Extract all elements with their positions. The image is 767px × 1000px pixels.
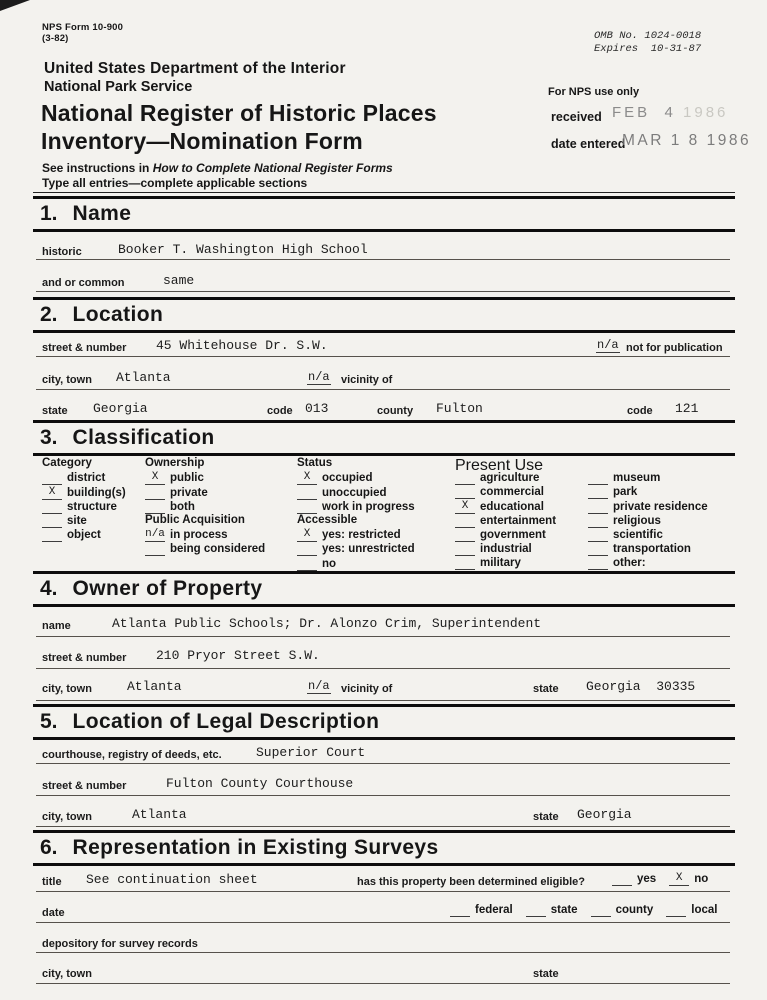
checkbox-mark [42,514,62,528]
checkbox-mark: X [297,471,317,485]
intro-divider [33,192,735,193]
legal-city-label: city, town [42,811,92,823]
checkbox-mark [145,500,165,514]
checkbox-label: being considered [170,543,266,556]
checkbox-label: no [322,557,337,570]
checkbox-being-considered [145,542,265,556]
checkbox-label: other: [613,557,646,570]
status-column [297,457,415,571]
checkbox-mark [455,514,475,528]
status-header: Status [297,457,333,469]
owner-vicinity-na: n/a [308,679,330,693]
checkbox-label: park [613,486,638,499]
checkbox-other [588,556,708,570]
local-blank-line [666,903,686,917]
checkbox-occupied [297,471,415,485]
section-1-number: 1. [40,202,58,225]
legal-city-value: Atlanta [132,807,187,822]
checkbox-mark [42,500,62,514]
checkbox-mark [145,542,165,556]
field-rule [36,291,730,292]
instructions-line2: Type all entries—complete applicable sections [42,176,308,190]
form-title-line1: National Register of Historic Places [41,100,437,126]
checkbox-mark [455,528,475,542]
checkbox-in-process [145,528,265,542]
present-use-column-2 [588,471,708,570]
checkbox-educational [455,499,556,513]
section-2-heading [33,297,735,333]
section-4-number: 4. [40,577,58,600]
checkbox-transportation [588,542,708,556]
courthouse-label: courthouse, registry of deeds, etc. [42,749,222,761]
checkbox-mark [297,557,317,571]
legal-street-label: street & number [42,780,127,792]
checkbox-entertainment [455,514,556,528]
omb-number: OMB No. 1024-0018 [594,30,702,42]
owner-street-value: 210 Pryor Street S.W. [156,648,320,663]
checkbox-label: private [170,486,208,499]
common-name-value: same [163,273,195,288]
received-label: received [551,110,602,124]
checkbox-mark [455,542,475,556]
checkbox-mark [455,485,475,499]
checkbox-label: occupied [322,472,373,485]
checkbox-mark [588,500,608,514]
ownership-column [145,457,265,556]
form-id-block [42,22,123,44]
checkbox-label: unoccupied [322,486,387,499]
checkbox-mark: X [145,471,165,485]
checkbox-label: scientific [613,528,663,541]
present-use-header: Present Use [455,457,544,474]
checkbox-label: object [67,529,101,542]
state-label: state [42,405,68,417]
checkbox-mark [42,471,62,485]
checkbox-label: in process [170,529,228,542]
present-use-column-1 [455,471,556,570]
checkbox-label: entertainment [480,514,557,527]
checkbox-park [588,485,708,499]
checkbox-yes-restricted [297,528,415,542]
not-for-publication-na: n/a [597,338,619,352]
survey-date-label: date [42,907,65,919]
owner-name-label: name [42,620,71,632]
checkbox-mark: X [42,486,62,500]
street-number-label: street & number [42,342,127,354]
section-6-title: Representation in Existing Surveys [72,836,439,859]
eligible-answer-group [612,872,708,886]
checkbox-museum [588,471,708,485]
checkbox-label: yes: unrestricted [322,543,415,556]
survey-title-value: See continuation sheet [86,872,258,887]
public-acquisition-header: Public Acquisition [145,513,245,526]
checkbox-mark [588,514,608,528]
field-rule [36,700,730,701]
checkbox-structure [42,500,126,514]
street-number-value: 45 Whitehouse Dr. S.W. [156,338,328,353]
accessible-header: Accessible [297,513,358,526]
section-4-title: Owner of Property [72,577,263,600]
field-rule [36,389,730,390]
scan-corner-artifact [0,0,30,11]
agency-title: National Park Service [44,79,193,95]
survey-city-label: city, town [42,968,92,980]
state-code-value: 013 [305,401,329,416]
owner-vicinity-label: vicinity of [341,683,393,695]
checkbox-mark: n/a [145,528,165,541]
category-column [42,457,126,542]
state-level-label: state [550,904,578,916]
checkbox-label: work in progress [322,500,415,513]
checkbox-label: government [480,528,546,541]
field-rule [36,668,730,669]
state-value: Georgia [93,401,148,416]
section-6-number: 6. [40,836,58,859]
checkbox-both [145,500,265,514]
form-title-line2: Inventory—Nomination Form [41,128,363,154]
instructions-manual-title: How to Complete National Register Forms [152,161,393,175]
vicinity-na: n/a [308,370,330,384]
survey-title-label: title [42,876,62,888]
section-4-heading [33,571,735,607]
checkbox-mark [145,486,165,500]
checkbox-work-in-progress [297,500,415,514]
section-6-heading [33,830,735,866]
field-rule [36,891,730,892]
owner-state-label: state [533,683,559,695]
form-revision: (3-82) [42,33,69,44]
legal-state-label: state [533,811,559,823]
date-entered-stamp: MAR 1 8 1986 [622,132,752,149]
depository-label: depository for survey records [42,938,198,950]
field-rule [36,763,730,764]
checkbox-label: yes: restricted [322,529,401,542]
checkbox-label: commercial [480,486,544,499]
city-town-value: Atlanta [116,370,171,385]
section-2-number: 2. [40,303,58,326]
date-entered-label: date entered [551,137,626,151]
checkbox-commercial [455,485,556,499]
checkbox-mark [455,471,475,485]
section-2-title: Location [72,303,164,326]
checkbox-mark [297,542,317,556]
historic-value: Booker T. Washington High School [118,242,368,257]
field-rule [36,636,730,637]
eligible-question: has this property been determined eligible? [357,876,585,888]
instructions-prefix: See instructions in [42,161,153,175]
checkbox-label: industrial [480,543,532,556]
federal-blank-line [450,903,470,917]
checkbox-scientific [588,528,708,542]
courthouse-value: Superior Court [256,745,366,760]
field-rule [36,826,730,827]
checkbox-no [297,556,415,570]
checkbox-mark [588,556,608,570]
checkbox-buildings [42,485,126,499]
section-3-number: 3. [40,426,58,449]
checkbox-government [455,528,556,542]
legal-street-value: Fulton County Courthouse [166,776,354,791]
checkbox-site [42,514,126,528]
owner-city-value: Atlanta [127,679,182,694]
checkbox-mark: X [455,500,475,514]
checkbox-label: private residence [613,500,708,513]
received-stamp-year: 1986 [683,104,729,121]
field-rule [36,356,730,357]
checkbox-public [145,471,265,485]
omb-block [594,30,701,56]
checkbox-mark [588,471,608,485]
checkbox-mark [297,500,317,514]
historic-label: historic [42,246,82,258]
field-rule [36,983,730,984]
survey-level-group [450,903,718,917]
checkbox-label: both [170,500,195,513]
category-header: Category [42,457,92,469]
field-rule [36,922,730,923]
owner-name-value: Atlanta Public Schools; Dr. Alonzo Crim, Superintendent [112,616,542,631]
county-code-label: code [627,405,653,417]
checkbox-private [145,485,265,499]
common-name-label: and or common [42,277,125,289]
checkbox-mark [297,486,317,500]
checkbox-yes-unrestricted [297,542,415,556]
section-3-heading [33,420,735,456]
checkbox-mark [588,485,608,499]
legal-state-value: Georgia [577,807,632,822]
section-1-heading [33,196,735,232]
checkbox-label: educational [480,500,544,513]
checkbox-label: site [67,514,87,527]
no-mark: X [669,872,689,886]
owner-street-label: street & number [42,652,127,664]
checkbox-agriculture [455,471,556,485]
checkbox-religious [588,514,708,528]
received-stamp: FEB 4 1986 [612,104,729,121]
county-level-label: county [615,904,654,916]
state-code-label: code [267,405,293,417]
field-rule [36,259,730,260]
checkbox-label: structure [67,500,117,513]
nps-use-only-label: For NPS use only [548,86,640,98]
section-5-title: Location of Legal Description [72,710,380,733]
county-label: county [377,405,414,417]
checkbox-mark: X [297,528,317,542]
checkbox-label: religious [613,514,661,527]
survey-state-label: state [533,968,559,980]
section-5-heading [33,704,735,740]
checkbox-label: building(s) [67,486,126,499]
local-label: local [691,904,718,916]
checkbox-mark [588,542,608,556]
checkbox-label: agriculture [480,472,540,485]
city-town-label: city, town [42,374,92,386]
checkbox-private-residence [588,499,708,513]
omb-expires: Expires 10-31-87 [594,43,702,55]
not-for-publication-label: not for publication [626,342,723,354]
checkbox-label: museum [613,472,661,485]
checkbox-district [42,471,126,485]
section-3-title: Classification [72,426,215,449]
yes-label: yes [637,873,657,885]
vicinity-label: vicinity of [341,374,393,386]
form-number: NPS Form 10-900 [42,22,124,33]
checkbox-label: transportation [613,543,691,556]
field-rule [36,952,730,953]
checkbox-industrial [455,542,556,556]
checkbox-mark [588,528,608,542]
checkbox-mark [455,556,475,570]
county-code-value: 121 [675,401,699,416]
federal-label: federal [475,904,513,916]
checkbox-object [42,528,126,542]
field-rule [36,795,730,796]
state-blank-line [526,903,546,917]
checkbox-unoccupied [297,485,415,499]
county-value: Fulton [436,401,483,416]
checkbox-label: district [67,472,106,485]
checkbox-mark [42,528,62,542]
department-title: United States Department of the Interior [44,60,346,77]
section-5-number: 5. [40,710,58,733]
ownership-header: Ownership [145,457,205,469]
checkbox-label: military [480,557,521,570]
section-1-title: Name [72,202,132,225]
yes-blank-line [612,872,632,886]
county-blank-line [591,903,611,917]
owner-city-label: city, town [42,683,92,695]
checkbox-label: public [170,472,204,485]
owner-state-value: Georgia 30335 [586,679,696,694]
checkbox-military [455,556,556,570]
instructions-line1 [42,161,393,175]
no-label: no [694,873,709,885]
